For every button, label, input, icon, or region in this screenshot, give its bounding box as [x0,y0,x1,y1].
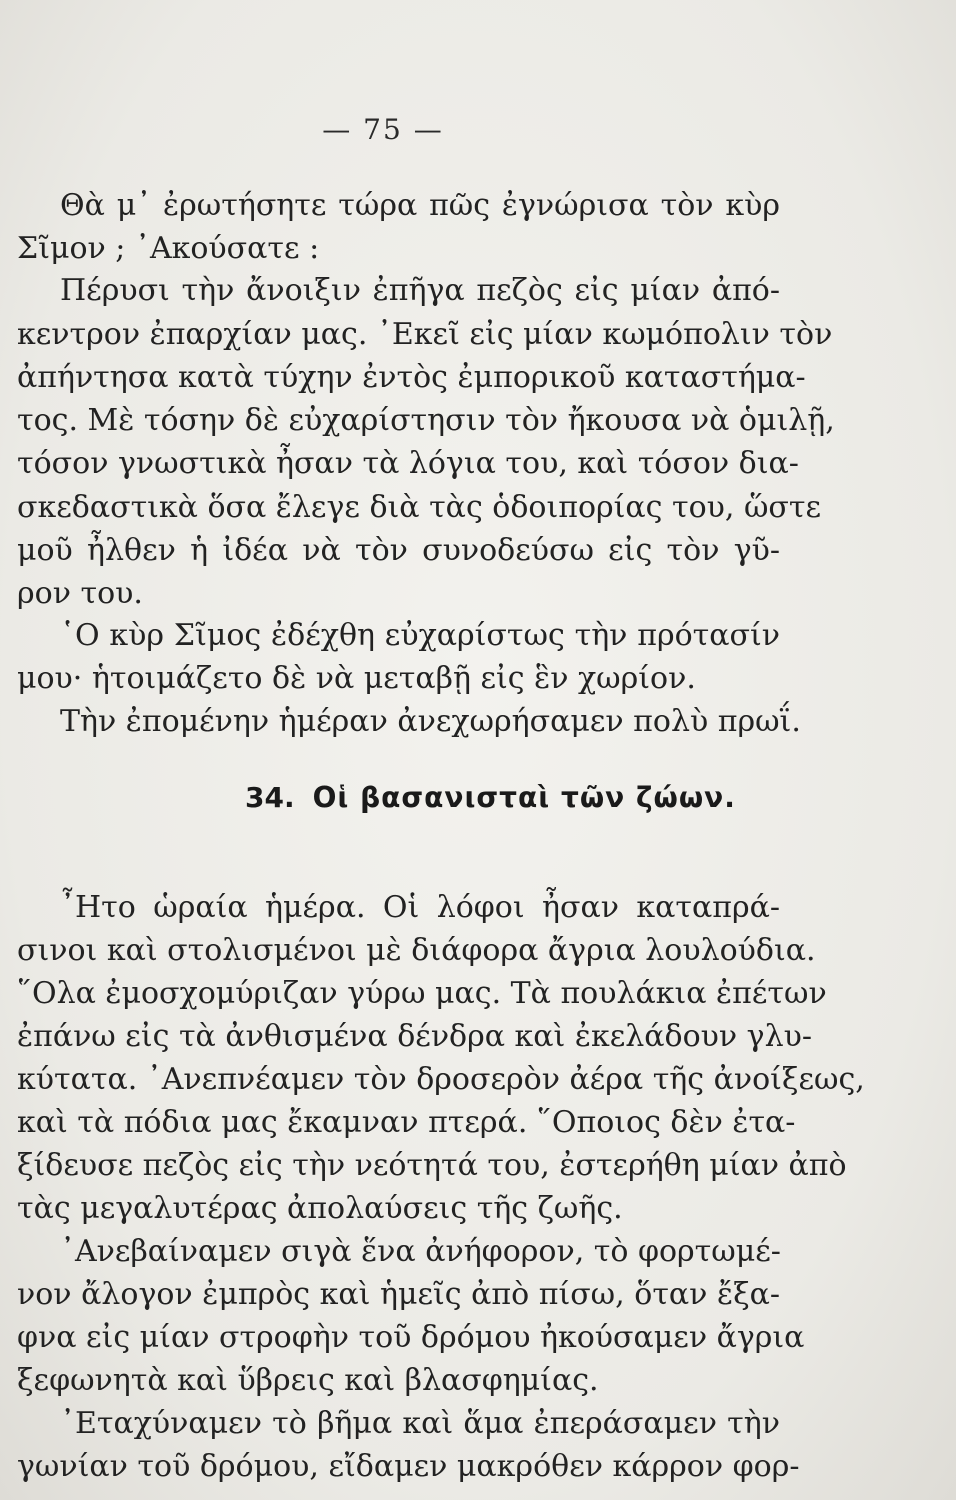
text-line: ῾Ο κὺρ Σῖμος ἐδέχθη εὐχαρίστως τὴν πρότασίν [60,618,780,653]
text-line: ξεφωνητὰ καὶ ὕβρεις καὶ βλασφημίας. [17,1363,599,1398]
text-line: μοῦ ἦλθεν ἡ ἰδέα νὰ τὸν συνοδεύσω εἰς τὸν γῦ- [17,533,780,568]
text-line: σκεδαστικὰ ὅσα ἔλεγε διὰ τὰς ὁδοιπορίας του, ὥστε [17,490,822,525]
text-line: κεντρον ἐπαρχίαν μας. ᾽Εκεῖ εἰς μίαν κωμόπολιν τὸν [17,317,833,352]
text-line: Θὰ μ᾽ ἐρωτήσητε τώρα πῶς ἐγνώρισα τὸν κὺρ [60,188,780,223]
text-line: σινοι καὶ στολισμένοι μὲ διάφορα ἄγρια λουλούδια. [17,933,816,968]
text-line: ἀπήντησα κατὰ τύχην ἐντὸς ἐμπορικοῦ καταστήμα- [17,360,806,395]
page-number: — 75 — [322,113,444,146]
text-line: γωνίαν τοῦ δρόμου, εἴδαμεν μακρόθεν κάρρον φορ- [17,1449,800,1484]
text-line: τος. Μὲ τόσην δὲ εὐχαρίστησιν τὸν ἤκουσα νὰ ὁμιλῇ, [17,403,835,438]
text-line: νον ἄλογον ἐμπρὸς καὶ ἡμεῖς ἀπὸ πίσω, ὅταν ἔξα- [17,1277,780,1312]
text-line: ῞Ολα ἐμοσχομύριζαν γύρω μας. Τὰ πουλάκια ἐπέτων [17,976,827,1011]
text-line: Τὴν ἐπομένην ἡμέραν ἀνεχωρήσαμεν πολὺ πρωΐ. [60,704,801,739]
text-line: ᾽Ανεβαίναμεν σιγὰ ἕνα ἀνήφορον, τὸ φορτωμέ- [60,1234,781,1269]
text-line: κύτατα. ᾽Ανεπνέαμεν τὸν δροσερὸν ἀέρα τῆς ἀνοίξεως, [17,1062,865,1097]
text-line: ρον του. [17,576,143,611]
text-line: ῏Ητο ὡραία ἡμέρα. Οἱ λόφοι ἦσαν καταπρά- [60,890,780,925]
text-line: Σῖμον ; ᾽Ακούσατε : [17,231,320,266]
section-title: Οἱ βασανισταὶ τῶν ζώων. [312,781,736,814]
text-line: φνα εἰς μίαν στροφὴν τοῦ δρόμου ἠκούσαμεν ἄγρια [17,1320,805,1355]
text-line: ξίδευσε πεζὸς εἰς τὴν νεότητά του, ἐστερήθη μίαν ἀπὸ [17,1148,847,1183]
text-line: ᾽Εταχύναμεν τὸ βῆμα καὶ ἅμα ἐπεράσαμεν τὴν [60,1406,780,1441]
text-line: τόσον γνωστικὰ ἦσαν τὰ λόγια του, καὶ τόσον δια- [17,446,799,481]
text-line: Πέρυσι τὴν ἄνοιξιν ἐπῆγα πεζὸς εἰς μίαν ἀπό- [60,273,780,308]
text-line: μου· ἡτοιμάζετο δὲ νὰ μεταβῇ εἰς ἓν χωρίον. [17,661,696,696]
text-line: τὰς μεγαλυτέρας ἀπολαύσεις τῆς ζωῆς. [17,1191,623,1226]
text-line: καὶ τὰ πόδια μας ἔκαμναν πτερά. ῞Οποιος δὲν ἐτα- [17,1105,796,1140]
text-line: ἐπάνω εἰς τὰ ἀνθισμένα δένδρα καὶ ἐκελάδουν γλυ- [17,1019,812,1054]
section-number: 34. [245,781,295,814]
section-heading [245,778,736,818]
